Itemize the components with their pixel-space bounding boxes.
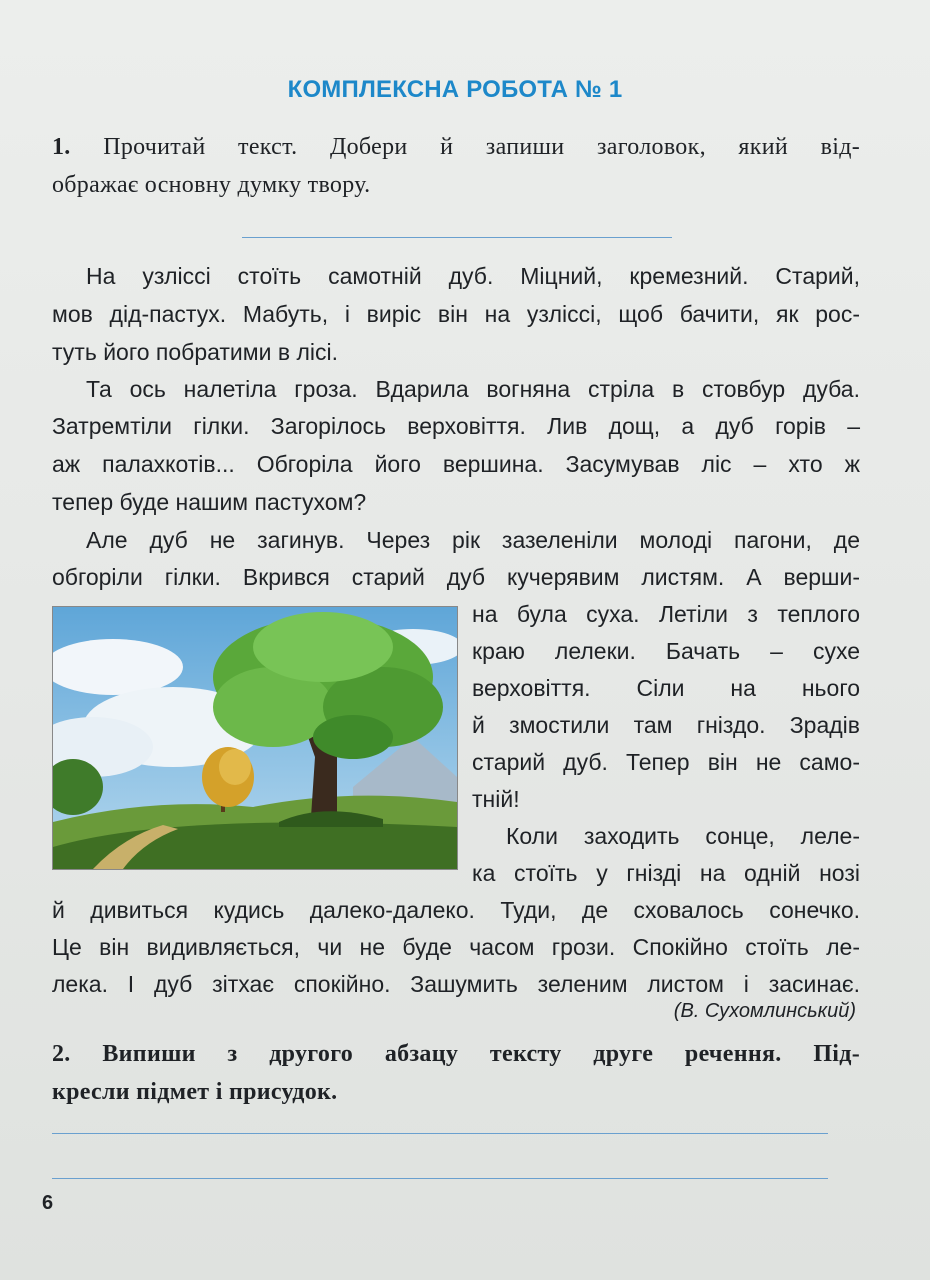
task-2-line-1	[52, 1035, 860, 1073]
answer-line-2[interactable]	[52, 1178, 828, 1179]
story-line: обгоріли гілки. Вкрився старий дуб кучерявим листям. А верши-	[52, 564, 860, 590]
task-1-text: Прочитай текст. Добери й запиши заголовок, який від-	[103, 134, 860, 160]
page-title: КОМПЛЕКСНА РОБОТА № 1	[287, 76, 623, 103]
story-line: на була суха. Летіли з теплого	[472, 601, 860, 627]
story-line: Коли заходить сонце, леле-	[506, 823, 860, 849]
story-line: Затремтіли гілки. Загорілось верховіття. Лив дощ, а дуб горів –	[52, 413, 860, 439]
task-1-line-2: ображає основну думку твору.	[52, 172, 371, 198]
story-line: тній!	[472, 786, 520, 812]
task-2-line-2: кресли підмет і присудок.	[52, 1079, 338, 1105]
author-attribution: (В. Сухомлинський)	[673, 1000, 856, 1022]
title-answer-line[interactable]	[242, 237, 672, 238]
story-line: старий дуб. Тепер він не само-	[472, 749, 860, 775]
story-line: верховіття. Сіли на нього	[472, 675, 860, 701]
task-2-text: Випиши з другого абзацу тексту друге речення. Під-	[102, 1041, 860, 1067]
story-line: Та ось налетіла гроза. Вдарила вогняна стріла в стовбур дуба.	[86, 376, 860, 402]
story-line: Але дуб не загинув. Через рік зазеленіли молоді пагони, де	[86, 527, 860, 553]
oak-tree-illustration	[52, 606, 458, 870]
oak-tree-image	[53, 607, 457, 869]
story-line: лека. І дуб зітхає спокійно. Зашумить зеленим листом і засинає.	[52, 971, 860, 997]
story-line: й змостили там гніздо. Зрадів	[472, 712, 860, 738]
story-line: туть його побратими в лісі.	[52, 339, 338, 365]
story-line: На узліссі стоїть самотній дуб. Міцний, кремезний. Старий,	[86, 263, 860, 289]
task-2-number: 2.	[52, 1041, 71, 1067]
story-line: аж палахкотів... Обгоріла його вершина. Засумував ліс – хто ж	[52, 451, 860, 477]
task-1-number: 1.	[52, 134, 71, 160]
answer-line-1[interactable]	[52, 1133, 828, 1134]
story-line: Це він видивляється, чи не буде часом грози. Спокійно стоїть ле-	[52, 934, 860, 960]
task-2	[52, 1035, 860, 1111]
story-line: мов дід-пастух. Мабуть, і виріс він на узліссі, щоб бачити, як рос-	[52, 301, 860, 327]
task-1-line-1	[52, 128, 860, 166]
page-number: 6	[42, 1192, 54, 1214]
story-line: тепер буде нашим пастухом?	[52, 489, 367, 515]
story-line: й дивиться кудись далеко-далеко. Туди, де сховалось сонечко.	[52, 897, 860, 923]
story-line: ка стоїть у гнізді на одній нозі	[472, 860, 860, 886]
story-line: краю лелеки. Бачать – сухе	[472, 638, 860, 664]
task-1	[52, 128, 860, 204]
